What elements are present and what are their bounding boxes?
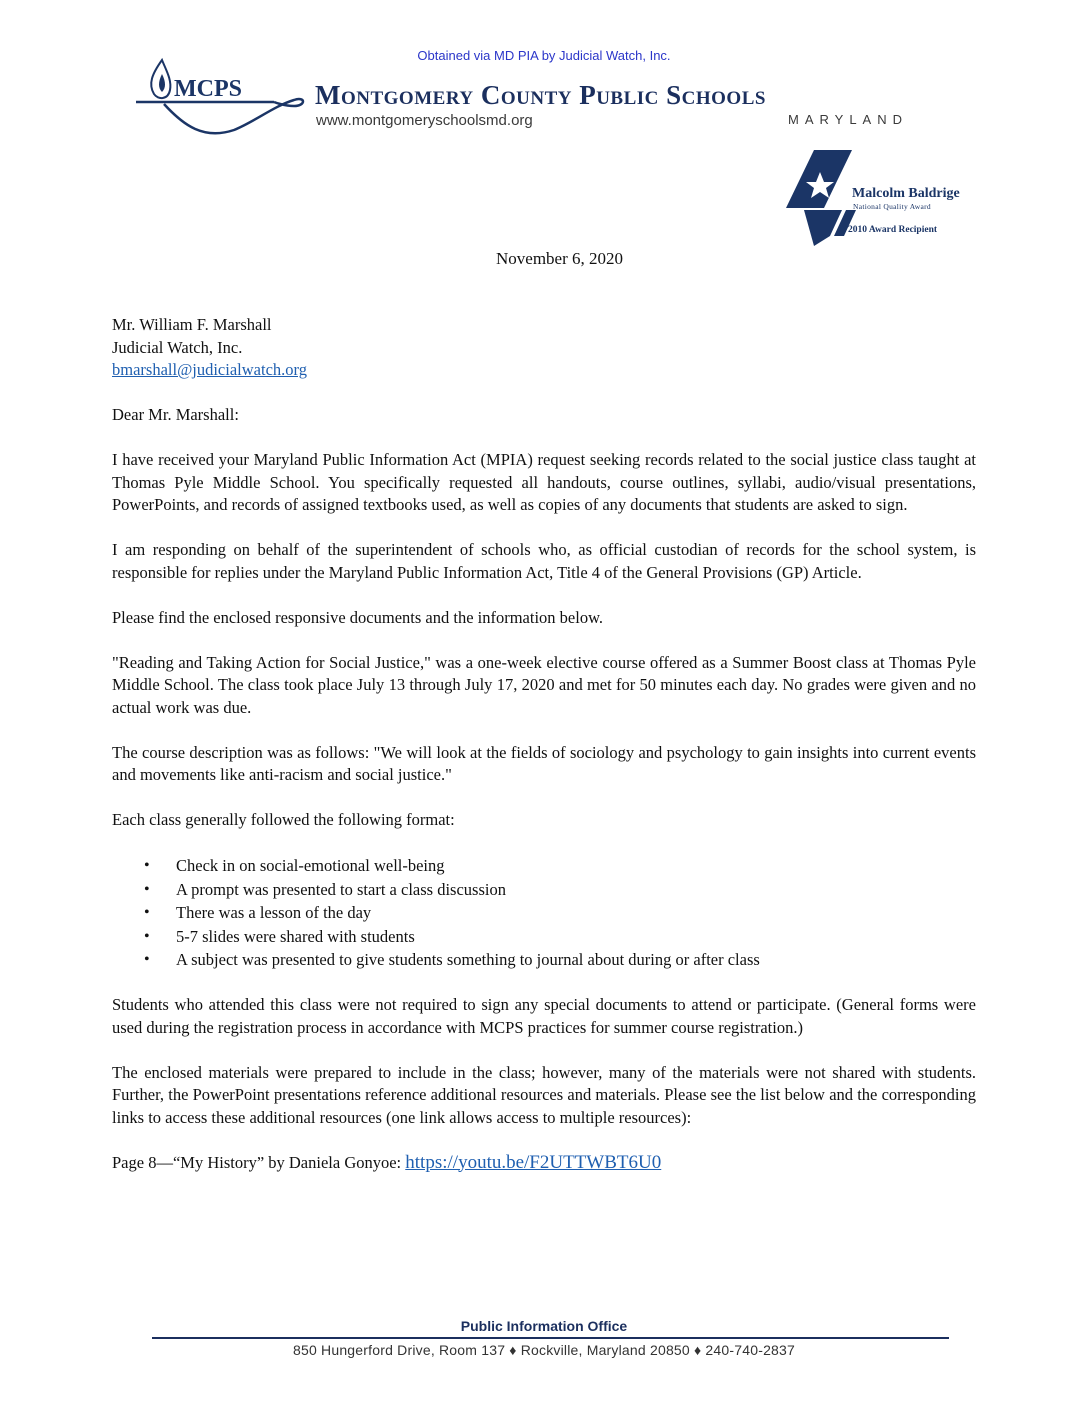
paragraph: Please find the enclosed responsive documents and the information below. [112,607,604,627]
paragraph: "Reading and Taking Action for Social Justice," was a one-week elective course offered as a Summer Boost class at Thomas Pyle Middle School. The class took place July 13 through July 17, 2020 and met for 50 minutes each day. No grades were given and no actual work was due. [112,652,976,717]
recipient-name: Mr. William F. Marshall [112,315,272,334]
list-item: • Check in on social-emotional well-being [176,854,976,878]
paragraph: The course description was as follows: "We will look at the fields of sociology and psychology to gain insights into current events and movements like anti-racism and social justice." [112,742,976,784]
org-state: MARYLAND [788,112,909,127]
resource-link[interactable]: https://youtu.be/F2UTTWBT6U0 [405,1151,662,1173]
list-item: • A subject was presented to give students something to journal about during or after class [176,948,976,972]
award-title: Malcolm Baldrige [852,186,960,201]
watermark-text: Obtained via MD PIA by Judicial Watch, Inc. [417,48,671,63]
salutation: Dear Mr. Marshall: [112,405,239,424]
letter-body [112,314,976,1174]
award-subtitle: National Quality Award [853,202,931,211]
list-item: • A prompt was presented to start a class discussion [176,878,976,902]
footer-address: 850 Hungerford Drive, Room 137 ♦ Rockville, Maryland 20850 ♦ 240-740-2837 [292,1342,796,1358]
paragraph: I have received your Maryland Public Information Act (MPIA) request seeking records related to the social justice class taught at Thomas Pyle Middle School. You specifically requested all handouts, course outlines, syllabi, audio/visual presentations, PowerPoints, and records of assigned textbooks used, as well as copies of any documents that students are asked to sign. [112,450,976,514]
list-item: • There was a lesson of the day [176,901,976,925]
footer-divider [152,1337,949,1339]
letter-date: November 6, 2020 [496,249,624,268]
paragraph: The enclosed materials were prepared to include in the class; however, many of the materials were not shared with students. Further, the PowerPoint presentations reference additional resources and materials. Please see the list below and the corresponding links to access these additional resources (one link allows access to multiple resources): [112,1062,976,1127]
class-format-list [112,854,976,972]
paragraph: I am responding on behalf of the superintendent of schools who, as official custodian of records for the school system, is responsible for replies under the Maryland Public Information Act, Title 4 of the General Provisions (GP) Article. [112,540,976,582]
recipient-email-link[interactable]: bmarshall@judicialwatch.org [112,360,307,379]
footer-office: Public Information Office [460,1318,628,1334]
list-item: • 5-7 slides were shared with students [176,925,976,949]
award-recipient: 2010 Award Recipient [848,225,938,235]
recipient-address [112,314,976,382]
org-url: www.montgomeryschoolsmd.org [316,112,533,129]
resource-reference [112,1152,976,1175]
paragraph: Each class generally followed the following format: [112,810,455,829]
mcps-logo-icon [134,56,306,140]
org-name: Montgomery County Public Schools [315,80,766,110]
svg-text:MCPS: MCPS [174,76,242,102]
paragraph: Students who attended this class were not required to sign any special documents to attend or participate. (General forms were used during the registration process in accordance with MCPS practices for summer course registration.) [112,995,976,1037]
resource-label: Page 8—“My History” by Daniela Gonyoe: [112,1152,406,1172]
recipient-organization: Judicial Watch, Inc. [112,337,243,357]
